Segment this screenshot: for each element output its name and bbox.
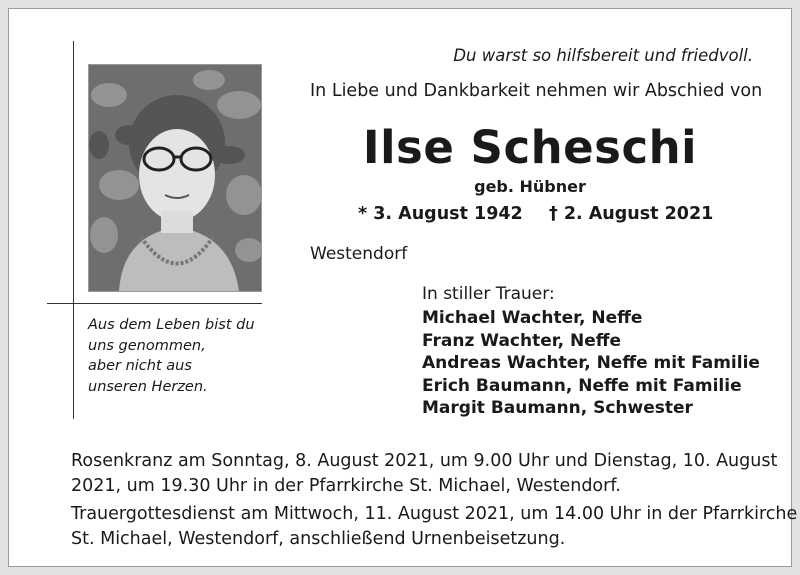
quote-line: unseren Herzen.: [88, 378, 208, 395]
vertical-rule: [73, 41, 74, 419]
death-date: † 2. August 2021: [549, 204, 714, 224]
hometown: Westendorf: [310, 244, 408, 264]
mourning-label: In stiller Trauer:: [422, 284, 555, 304]
obituary-card: [8, 8, 798, 567]
paragraph-line: 2021, um 19.30 Uhr in der Pfarrkirche St. Michael, Westendorf.: [71, 476, 621, 496]
mourners-list: [422, 307, 760, 420]
rosary-service-paragraph: [71, 449, 778, 499]
paragraph-line: Rosenkranz am Sonntag, 8. August 2021, um 9.00 Uhr und Dienstag, 10. August: [71, 451, 778, 471]
paragraph-line: St. Michael, Westendorf, anschließend Urnenbeisetzung.: [71, 529, 566, 549]
top-quote: Du warst so hilfsbereit und friedvoll.: [453, 46, 753, 65]
quote-line: uns genommen,: [88, 337, 206, 354]
horizontal-rule: [47, 303, 262, 304]
memorial-quote: [88, 315, 255, 397]
mourner-item: Michael Wachter, Neffe: [422, 308, 643, 328]
maiden-name: geb. Hübner: [474, 177, 586, 196]
paragraph-line: Trauergottesdienst am Mittwoch, 11. August 2021, um 14.00 Uhr in der Pfarrkirche: [71, 504, 798, 524]
portrait-photo: [88, 64, 262, 292]
quote-line: aber nicht aus: [88, 358, 192, 374]
funeral-service-paragraph: [71, 502, 798, 552]
deceased-name: Ilse Scheschi: [362, 121, 698, 174]
quote-line: Aus dem Leben bist du: [88, 317, 255, 333]
mourner-item: Andreas Wachter, Neffe mit Familie: [422, 353, 760, 374]
intro-line: In Liebe und Dankbarkeit nehmen wir Abschied von: [310, 81, 763, 101]
mourner-item: Erich Baumann, Neffe mit Familie: [422, 375, 742, 396]
mourner-item: Margit Baumann, Schwester: [422, 398, 693, 419]
mourner-item: Franz Wachter, Neffe: [422, 330, 622, 351]
birth-date: * 3. August 1942: [358, 204, 523, 224]
